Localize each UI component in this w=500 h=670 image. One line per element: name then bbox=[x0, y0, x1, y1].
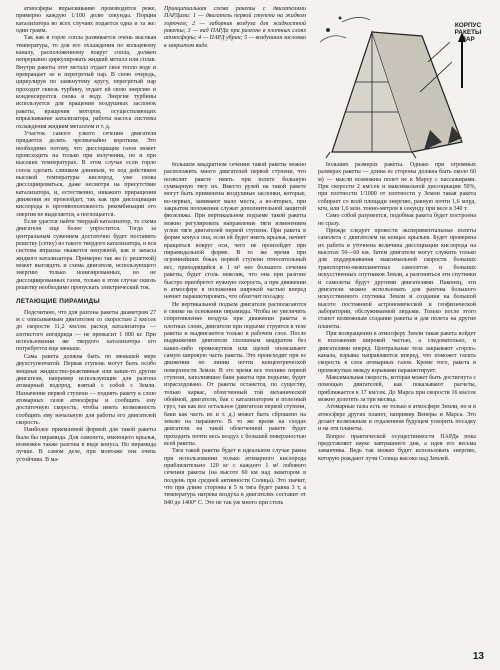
paragraph: Тяга такой ракеты будет в идеальном случае равна при использовании только атомарного кислорода приблизительно 120 кг с каждого 1 м² лобового сечения ракеты (на высоте 60 км над экватором в полдень при средней активности Солнца). Это значит, что при длине стороны в 5 м тяга будет равна 3 т, а температура нагрева воздуха в двигателях составит от 840 до 1400° С. Это не так уж много при столь bbox=[164, 448, 306, 506]
text-column-1 bbox=[16, 6, 156, 656]
paragraph: Подсчитано, что для разгона ракеты диаметром 27 м с описываемым двигателем со скоростью 2 км/сек до скорости 11,2 км/сек расход катализатора — азотистого ангидрида — не превысит 1 000 кг. При использовании же твердого катализатора его потребуется еще меньше. bbox=[16, 309, 156, 353]
paragraph: Участок самого узкого сечения двигателя придается делать чрезвычайно коротким. Это необходимо потому, что диссоциация газов может происходить на только при излучении, но и при высоких температурах. В этом случае если горло сопла сделать слишком длинным, то под действием высокой температуры кислород, уже снова диссоциироваться, даже несмотря на присутствие катализатора, и, естественно, никакого приращения движения не произойдет, так как при диссоциации кислорода в противоположность рекомбинации его энергия не выделяется, а поглощается. bbox=[16, 130, 156, 218]
label-line: РАКЕТЫ bbox=[454, 29, 482, 37]
paragraph: Атомарные газы есть не только в атмосфере Земли, но и в атмосфере других планет, например Венеры и Марса. Это делает возможным и отдаленном будущем ускорить посадку и на эти планеты. bbox=[318, 404, 476, 433]
page-number: 13 bbox=[472, 651, 484, 662]
figure-caption bbox=[164, 6, 306, 158]
text-column-3 bbox=[318, 162, 476, 656]
caption-text: Принципиальная схема ракеты с двигателями ПАРДами: 1 — двигатель первой ступени на жидком горючем; 2 — заборник воздуха для жидкостной ракеты; 3 — вид ПАРДа при разгоне в плотных слоях атмосферы; 4 — ПАРД убран; 5 — воздушная заслонка в закрытом виде. bbox=[164, 6, 306, 49]
text-column-2 bbox=[164, 162, 306, 656]
paragraph: Вопрос практической осуществимости ПАРДа пока представляет науке завтрашнего дня, а идея его весьма заманчива. Ведь так можно будет использовать энергию, которую рождают лучи Солнца высоко над Землей. bbox=[318, 433, 476, 462]
rocket-illustration bbox=[312, 2, 498, 160]
paragraph: Само собой разумеется, подобная ракета будет построена не сразу. bbox=[318, 213, 476, 227]
paragraph: Не вертикальной подъем двигатели располагаются в связке на основании пирамиды. Чтобы не увеличить сопротивление воздуха при движении ракеты в плотных слоях, двигатели при подъеме струятся в теле ракеты и выдвигаются только в рабочем слое. После выдвижения двигатели сплошным квадратом без каких-либо промежутков или щелей опоясывают самую широкую часть ракеты. Это происходит при ее движении по линии почти концентрической поверхности Земли. В это время все топливо первой ступени, заполнявшее баки ракеты при подъеме, будет израсходовано. От ракеты останется, по существу, только каркас, облегченный той механической обоймой, двигатели, бак с катализатором и полезный груз, так как все остальное (двигатели первой ступени, баки как часть их и т. д.) может быть сброшено на землю на парашюте. В то же время на сходах двигатели на такой облегченной ракете будет проходить почти весь воздух с большей поверхностью всей ракеты. bbox=[164, 301, 306, 448]
paragraph: больших размерах ракеты. Однако при огромных размерах ракеты — длина ее стороны должна быть около 60 м) — мысли возможны полет не к Марсу с пассажирами. При скорости 2 км/сек и максимальной диссоциации 50%, при плотности 1/1000 от плотности у Земли такая ракета собирает со всей площади энергию, равную почти 1,6 млрд. кгм, или 1,6 млн. тонно-метров в секунду при весе в 340 т. bbox=[318, 162, 476, 213]
paragraph: атмосферы впрыскивание производится реже, примерно каждую 1/100 долю секунды. Порция катализатора во всех случаях подается одна и та же: один грамм. bbox=[16, 6, 156, 35]
label-line: КОРПУС bbox=[454, 22, 482, 29]
section-heading: ЛЕТАЮЩИЕ ПИРАМИДЫ bbox=[16, 298, 100, 306]
paragraph: Если удастся найти твердый катализатор, то схема двигателя еще более упростится. Тогда за центральным сужением достаточно будет поставить решетку (сетку) из такого твердого катализатора, и вся система впрыска окажется ненужной, как и запасы жидкого катализатора. Примерно так же (с решеткой) может выглядеть и схема двигателя, использующего энергию только ионизированных, но не диссоциированных газов, только в этом случае сквозь решетку необходимо пропускать электрический ток. bbox=[16, 218, 156, 292]
rocket-label bbox=[442, 22, 494, 44]
paragraph: Прежде следует провести экспериментальные полеты самолета с двигателем на концах крыльев. Будет проверена их работа и уточнена величина диссоциации кислорода на высотах 50—60 км. Затем двигатели могут служить только для поддерживания максимальной скорости больших транспортно-межпланетных самолетов и больших искусственных спутников Земли, а разгоняться эти спутники и самолеты будут другими двигателями. Наконец, эти двигатели можно использовать для разгона большого искусственного спутника Земли и создания на большой высоте постоянной астрономической и геофизической лаборатории, обслуживаемой людьми. Только после этого станет возможным создание ракеты и для полета на другие планеты. bbox=[318, 228, 476, 330]
paragraph: Сама ракета должна быть по меньшей мере двухступенчатой. Первая ступень могут быть особо мощные жидкостно-реактивные или какие-то другие двигатели, например использующие для разгона атомарный водород, взятый с собой с Земли. Назначение первой ступени — поднять ракету к слою атомарных газов атмосферы и сообщить ему достаточную скорость, чтобы иметь возможность сообщить ему начальную для работы его двигателей скорость. bbox=[16, 353, 156, 426]
paragraph: Так как в горле сопла развивается очень высокая температура, то для его охлаждения по кольцевому каналу, расположенному вокруг сопла, должен непрерывно циркулировать жидкий металл или сплав. Внутри ракеты этот металл отдает свое тепло воде и превращает ее в перегретый пар. В свою очередь, циркулируя по замкнутому кругу, перегретый пар проходит сквозь турбину, отдает ей свою энергию и конденсируется снова в воду. Энергия турбины используется для вращения воздушных заслонок ракеты, вращения моторов, осуществляющих впрыскивание катализатора, работы насоса системы охлаждения жидким металлом и т. д. bbox=[16, 35, 156, 130]
paragraph: Наиболее приемлемой формой для такой ракеты была бы пирамида. Для самолета, имеющего крылья, возможен также разгона в виде конуса. Но пирамида лучше. В самом деле, при монтаже она очень устойчива. В ма- bbox=[16, 427, 156, 463]
paragraph: большем квадратном сечении такой ракеты можно расположить много двигателей первой ступени, что позволит ракете иметь при взлете большую суммарную тягу их. Вместо рулей на такой ракете могут быть применены воздушные заслонки, которые, во-первых, занимают мало места, а во-вторых, при закрытом положении служат дополнительной защитой фюзеляжа. При вертикальном подъеме такой ракеты можно регулировать направление тяги изменением углов тяги двигателей первой ступени. При ракета в форме конуса она, если ей будет иметь крылья, начнет вращаться вокруг оси, чего не произойдет при пирамидальной форме. В то же время при огромнейших боках первой ступени относительный вес, приходящийся в 1 м² нее большего сечения ракеты, будет столь невелик, что она при разгоне быстро приобретет нужную скорость, а при движении в атмосфере в положении широкой частью вперед начнет парашютировать, что облегчит посадку. bbox=[164, 162, 306, 301]
label-line: ПАР bbox=[461, 36, 475, 44]
paragraph: При возвращении в атмосферу Земли такая ракета войдет в положении широкой частью, а следовательно, и двигателями вперед. Центральные тела закрывают «горло» канала, взрывы направляются вперед, что поможет гасить скорость в слое атомарных газов. Кроме того, ракета в промежутках между взрывами парашютирует. bbox=[318, 330, 476, 374]
paragraph: Максимальная скорость, которая может быть достигнута с помощью двигателей, как показывают расчеты, приближается к 17 км/сек. До Марса при скорости 16 км/сек можно долететь за три месяца. bbox=[318, 374, 476, 403]
